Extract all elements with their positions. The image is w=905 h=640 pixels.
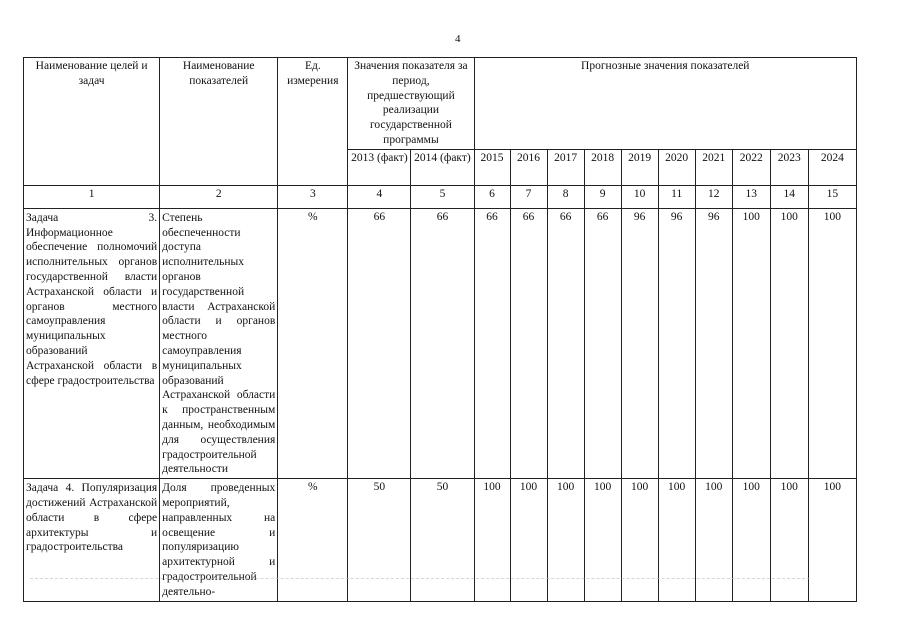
indicators-table (23, 57, 857, 602)
value-cell: 100 (658, 479, 695, 601)
scan-artifact (30, 578, 810, 580)
column-number: 14 (770, 185, 808, 208)
value-cell: 66 (584, 208, 621, 478)
header-unit: Ед. измерения (278, 58, 348, 186)
header-indicators: Наименование показателей (160, 58, 278, 186)
value-cell: 66 (474, 208, 510, 478)
value-cell: 100 (621, 479, 658, 601)
value-cell: 100 (474, 479, 510, 601)
page-number: 4 (455, 33, 461, 45)
value-cell: 100 (695, 479, 732, 601)
year-header: 2020 (658, 149, 695, 185)
header-goals: Наименование целей и задач (24, 58, 160, 186)
column-number: 13 (732, 185, 770, 208)
column-number: 12 (695, 185, 732, 208)
value-cell: 100 (510, 479, 547, 601)
column-number: 1 (24, 185, 160, 208)
year-header: 2024 (808, 149, 856, 185)
year-header: 2023 (770, 149, 808, 185)
table-row (24, 479, 857, 601)
column-number: 11 (658, 185, 695, 208)
column-number: 8 (547, 185, 584, 208)
year-header: 2013 (факт) (348, 149, 411, 185)
column-number: 6 (474, 185, 510, 208)
year-header: 2019 (621, 149, 658, 185)
indicator-cell: Степень обеспеченности доступа исполнительных органов государственной власти Астраханской области и органов местного самоуправления муниципальных образований Астраханской области к пространственным данным, необходимым для осуществления градостроительной деятельности (160, 208, 278, 478)
column-number: 15 (808, 185, 856, 208)
indicator-cell: Доля проведенных мероприятий, направленных на освещение и популяризацию архитектурной и градостроительной деятельно- (160, 479, 278, 601)
value-cell: 100 (808, 479, 856, 601)
value-cell: 66 (348, 208, 411, 478)
unit-cell: % (278, 479, 348, 601)
column-number: 3 (278, 185, 348, 208)
year-header: 2016 (510, 149, 547, 185)
value-cell: 66 (510, 208, 547, 478)
column-number: 7 (510, 185, 547, 208)
value-cell: 100 (584, 479, 621, 601)
task-cell: Задача 3. Информационное обеспечение полномочий исполнительных органов государственной власти Астраханской области и органов местного самоуправления муниципальных образований Астраханской области в сфере градостроительства (24, 208, 160, 478)
table-row (24, 208, 857, 478)
year-header: 2018 (584, 149, 621, 185)
column-number: 10 (621, 185, 658, 208)
year-header: 2014 (факт) (411, 149, 474, 185)
value-cell: 100 (808, 208, 856, 478)
column-number: 2 (160, 185, 278, 208)
header-forecast: Прогнозные значения показателей (474, 58, 857, 150)
value-cell: 96 (621, 208, 658, 478)
value-cell: 100 (547, 479, 584, 601)
column-number: 4 (348, 185, 411, 208)
column-number: 9 (584, 185, 621, 208)
task-cell: Задача 4. Популяризация достижений Астраханской области в сфере архитектуры и градостроительства (24, 479, 160, 601)
year-header: 2015 (474, 149, 510, 185)
header-prev-period: Значения показателя за период, предшествующий реализации государственной программы (348, 58, 474, 150)
value-cell: 100 (770, 479, 808, 601)
value-cell: 96 (658, 208, 695, 478)
year-header: 2022 (732, 149, 770, 185)
unit-cell: % (278, 208, 348, 478)
column-number: 5 (411, 185, 474, 208)
value-cell: 50 (348, 479, 411, 601)
value-cell: 100 (732, 479, 770, 601)
value-cell: 100 (770, 208, 808, 478)
value-cell: 50 (411, 479, 474, 601)
value-cell: 66 (547, 208, 584, 478)
value-cell: 96 (695, 208, 732, 478)
value-cell: 100 (732, 208, 770, 478)
year-header: 2021 (695, 149, 732, 185)
year-header: 2017 (547, 149, 584, 185)
value-cell: 66 (411, 208, 474, 478)
